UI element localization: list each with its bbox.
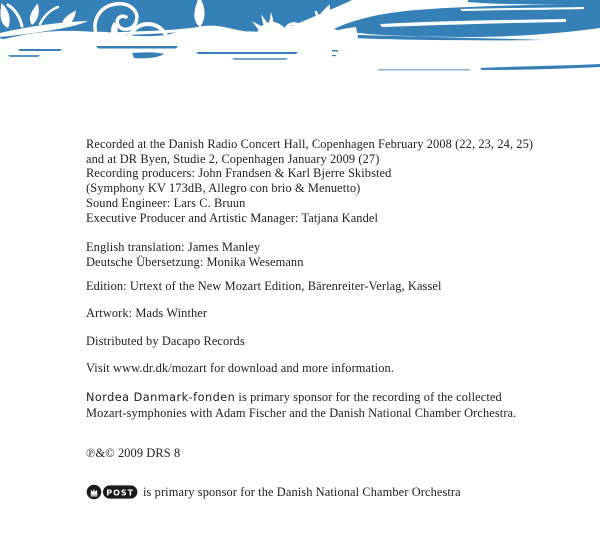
edition-credit: Edition: Urtext of the New Mozart Edition, Bärenreiter-Verlag, Kassel [86, 279, 442, 293]
credit-line: Sound Engineer: Lars C. Bruun [86, 195, 246, 210]
sponsor-text: Mozart-symphonies with Adam Fischer and the Danish National Chamber Orchestra. [86, 405, 517, 420]
translation-credits [86, 240, 304, 269]
post-logo-label: POST [106, 488, 135, 498]
credit-line: and at DR Byen, Studie 2, Copenhagen January 2009 (27) [86, 151, 380, 166]
sponsor-text: is primary sponsor for the recording of the collected [235, 390, 502, 404]
recording-credits [86, 137, 533, 225]
credit-line: English translation: James Manley [86, 240, 261, 254]
credit-line: Recording producers: John Frandsen & Karl Bjerre Skibsted [86, 166, 392, 181]
nordea-brand-wordmark: Nordea Danmark-fonden [86, 391, 236, 404]
nordea-sponsor-note [86, 390, 516, 420]
sponsor-text: is primary sponsor for the Danish National Chamber Orchestra [143, 484, 461, 499]
credit-line: Executive Producer and Artistic Manager: Tatjana Kandel [86, 210, 379, 225]
credit-line: (Symphony KV 173dB, Allegro con brio & Menuetto) [86, 181, 361, 196]
blue-floral-banner-illustration [0, 0, 600, 92]
post-sponsor-note [86, 484, 461, 500]
post-danmark-logo-icon [86, 484, 138, 500]
header-artwork [0, 0, 600, 92]
rights-line: ℗&© 2009 DRS 8 [86, 446, 181, 460]
credit-line: Recorded at the Danish Radio Concert Hall, Copenhagen February 2008 (22, 23, 24, 25) [86, 137, 534, 151]
distribution-credit: Distributed by Dacapo Records [86, 334, 245, 348]
download-info: Visit www.dr.dk/mozart for download and more information. [86, 361, 395, 375]
credit-line: Deutsche Übersetzung: Monika Wesemann [86, 254, 304, 269]
artwork-credit: Artwork: Mads Winther [86, 306, 208, 320]
